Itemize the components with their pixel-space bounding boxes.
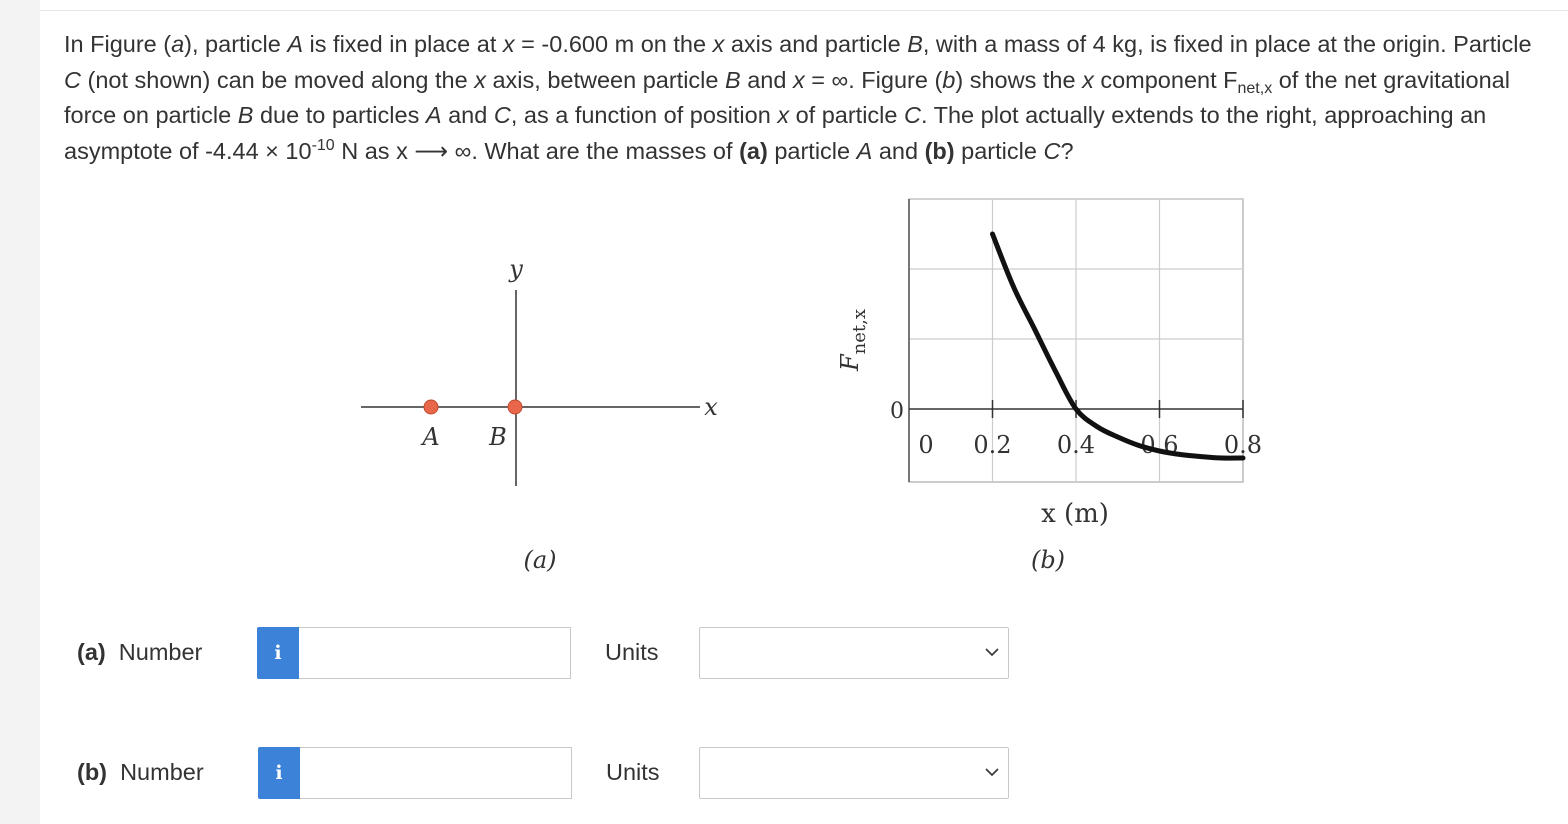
- answer-a-units-select[interactable]: [699, 627, 1009, 679]
- answer-b-label: (b) Number: [77, 759, 204, 785]
- particle-b-label: B: [489, 423, 507, 451]
- answer-a-label: (a) Number: [77, 639, 203, 665]
- chart-caption: (b): [1030, 546, 1066, 574]
- chart-x-tick-label: 0: [918, 431, 934, 459]
- chart-x-tick-label: 0.6: [1140, 431, 1179, 459]
- particle-b: [508, 400, 522, 414]
- chart-y-zero-label: 0: [890, 399, 904, 424]
- chart-x-tick-label: 0.2: [973, 431, 1012, 459]
- chart-x-tick-label: 0.8: [1223, 431, 1263, 459]
- chart-x-axis-label: x (m): [1041, 499, 1109, 529]
- figure-a: [361, 255, 718, 574]
- chevron-down-icon: [984, 644, 1000, 660]
- answer-b-info-icon[interactable]: i: [258, 747, 300, 799]
- chart-series-line: [993, 234, 1244, 458]
- figure-b-chart: [836, 199, 1262, 574]
- figure-a-y-label: y: [509, 255, 523, 283]
- answer-b-number-input[interactable]: [300, 747, 572, 799]
- chart-y-label: $F_{net,x}$: [836, 308, 870, 372]
- figure-a-x-label: x: [704, 393, 718, 421]
- answer-b-units-select[interactable]: [699, 747, 1009, 799]
- chevron-down-icon: [984, 764, 1000, 780]
- answer-a-units-label: Units: [605, 639, 659, 665]
- chart-x-tick-label: 0.4: [1056, 431, 1096, 459]
- answer-a-info-icon[interactable]: i: [257, 627, 299, 679]
- particle-a-label: A: [422, 423, 440, 451]
- question-text: In Figure (a), particle A is fixed in place at x = -0.600 m on the x axis and particle B, with a mass of 4 kg, is fixed in place at the origin. Particle C (not shown) can be moved along the x axis, between particle B and x = ∞. Figure (b) shows the x component $F_{net,x}$ of the net gravitational force on particle B due to particles A and C, as a function of position x of particle C. The plot actually extends to the right, approaching an asymptote of $-4.44 \times 10^{-10}$ N as x ⟶ ∞. What are the masses of (a) particle A and (b) particle C?: [64, 31, 1532, 164]
- answer-a-number-input[interactable]: [299, 627, 571, 679]
- particle-a: [424, 400, 438, 414]
- answer-b-units-label: Units: [606, 759, 660, 785]
- figure-a-caption: (a): [523, 546, 557, 574]
